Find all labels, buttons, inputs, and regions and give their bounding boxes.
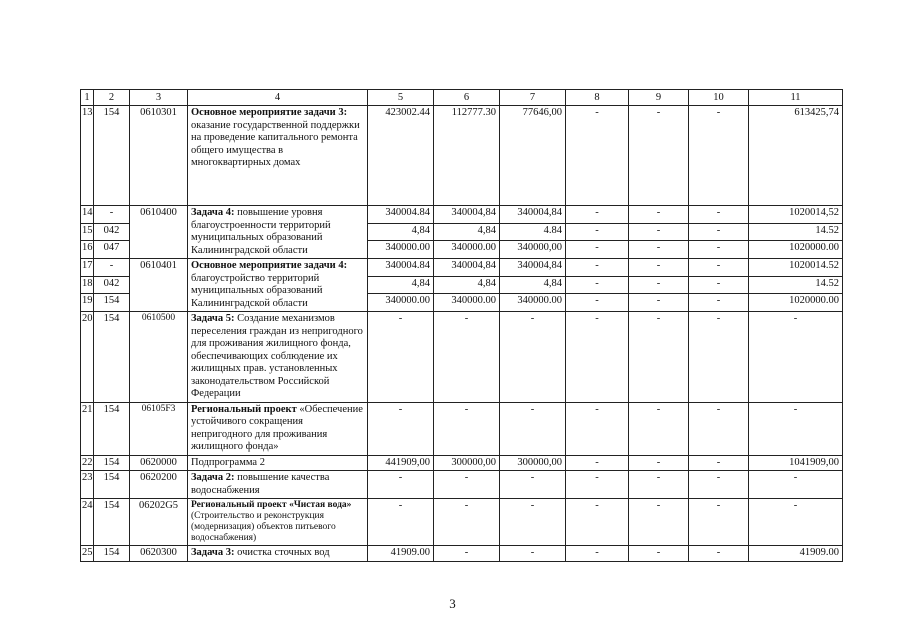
description-cell (188, 402, 368, 455)
value-cell: - (689, 546, 749, 562)
description-text: Подпрограмма 2 (191, 456, 265, 468)
value-cell: - (689, 312, 749, 403)
value-cell: - (629, 402, 689, 455)
code-cell: 154 (94, 499, 130, 546)
value-cell: 4,84 (434, 276, 500, 294)
value-cell: - (434, 402, 500, 455)
value-cell: 441909,00 (368, 455, 434, 471)
value-cell: - (500, 471, 566, 499)
code-cell: 154 (94, 546, 130, 562)
value-cell: - (368, 471, 434, 499)
row-number: 19 (81, 294, 94, 312)
table-row (81, 546, 843, 562)
row-number: 23 (81, 471, 94, 499)
code-cell: 0620200 (130, 471, 188, 499)
value-cell: - (368, 499, 434, 546)
table-row (81, 106, 843, 206)
col-header: 11 (749, 90, 843, 106)
budget-table (80, 89, 843, 562)
value-cell: - (629, 206, 689, 224)
col-header: 2 (94, 90, 130, 106)
value-cell: - (566, 455, 629, 471)
value-cell: 4,84 (500, 276, 566, 294)
description-bold: Основное мероприятие задачи 4: (191, 260, 348, 271)
value-cell: - (629, 499, 689, 546)
total-cell: 14.52 (749, 223, 843, 241)
total-cell: 41909.00 (749, 546, 843, 562)
value-cell: - (629, 276, 689, 294)
col-header: 5 (368, 90, 434, 106)
code-cell: 154 (94, 106, 130, 206)
value-cell: - (689, 294, 749, 312)
table-row (81, 455, 843, 471)
value-cell: - (629, 455, 689, 471)
value-cell: - (629, 294, 689, 312)
value-cell: 4,84 (368, 276, 434, 294)
value-cell: - (566, 276, 629, 294)
value-cell: - (368, 402, 434, 455)
code-cell: 0620000 (130, 455, 188, 471)
value-cell: - (689, 499, 749, 546)
code-cell: 154 (94, 471, 130, 499)
value-cell: - (689, 206, 749, 224)
value-cell: 77646,00 (500, 106, 566, 206)
row-number: 13 (81, 106, 94, 206)
value-cell: - (566, 106, 629, 206)
value-cell: - (434, 471, 500, 499)
value-cell: - (689, 276, 749, 294)
description-bold: Задача 4: (191, 207, 235, 218)
col-header: 1 (81, 90, 94, 106)
col-header: 6 (434, 90, 500, 106)
value-cell: 340000.00 (368, 294, 434, 312)
description-cell (188, 471, 368, 499)
row-number: 16 (81, 241, 94, 259)
total-cell: - (749, 471, 843, 499)
value-cell: 340000.00 (434, 241, 500, 259)
value-cell: - (689, 241, 749, 259)
table-row (81, 206, 843, 224)
total-cell: 1020014.52 (749, 259, 843, 277)
total-cell: - (749, 312, 843, 403)
value-cell: - (629, 241, 689, 259)
description-text: оказание государственной поддержки на проведение капитального ремонта общего имущества в многоквартирных домах (191, 119, 360, 168)
row-number: 14 (81, 206, 94, 224)
value-cell: - (566, 546, 629, 562)
description-bold: Задача 5: (191, 313, 235, 324)
code-cell: - (94, 259, 130, 277)
row-number: 24 (81, 499, 94, 546)
description-text: Создание механизмов переселения граждан из непригодного для проживания жилищного фонда, обеспечивающих соблюдение их жилищных прав. установленных законодательством Российской Федерации (191, 313, 363, 399)
value-cell: - (629, 312, 689, 403)
description-text: очистка сточных вод (234, 547, 330, 558)
code-cell: 0610401 (130, 259, 188, 312)
description-cell (188, 106, 368, 206)
value-cell: 340004,84 (434, 259, 500, 277)
value-cell: 41909.00 (368, 546, 434, 562)
value-cell: - (689, 471, 749, 499)
value-cell: - (566, 312, 629, 403)
table-row (81, 499, 843, 546)
code-cell: 0610500 (130, 312, 188, 403)
col-header: 10 (689, 90, 749, 106)
row-number: 25 (81, 546, 94, 562)
value-cell: 340004.84 (368, 259, 434, 277)
table-row (81, 259, 843, 277)
value-cell: - (689, 223, 749, 241)
total-cell: 1020000.00 (749, 294, 843, 312)
description-text: (Строительство и реконструкция (модернизация) объектов питьевого водоснабжения) (191, 511, 336, 543)
code-cell: 042 (94, 223, 130, 241)
total-cell: 14.52 (749, 276, 843, 294)
value-cell: - (500, 402, 566, 455)
description-cell (188, 499, 368, 546)
value-cell: - (566, 499, 629, 546)
code-cell: 06105F3 (130, 402, 188, 455)
description-bold: Задача 3: (191, 547, 235, 558)
code-cell: 0620300 (130, 546, 188, 562)
row-number: 21 (81, 402, 94, 455)
header-row (81, 90, 843, 106)
row-number: 18 (81, 276, 94, 294)
description-cell (188, 455, 368, 471)
value-cell: 340000.00 (434, 294, 500, 312)
value-cell: - (629, 471, 689, 499)
value-cell: 340000.00 (368, 241, 434, 259)
code-cell: 042 (94, 276, 130, 294)
value-cell: - (566, 294, 629, 312)
value-cell: 423002.44 (368, 106, 434, 206)
col-header: 4 (188, 90, 368, 106)
value-cell: - (566, 223, 629, 241)
code-cell: 0610301 (130, 106, 188, 206)
value-cell: - (566, 241, 629, 259)
value-cell: - (689, 106, 749, 206)
table-row (81, 471, 843, 499)
code-cell: 0610400 (130, 206, 188, 259)
value-cell: 340000,00 (500, 241, 566, 259)
value-cell: - (368, 312, 434, 403)
value-cell: 340004,84 (434, 206, 500, 224)
value-cell: - (689, 402, 749, 455)
code-cell: 154 (94, 294, 130, 312)
description-bold: Основное мероприятие задачи 3: (191, 107, 348, 118)
value-cell: - (434, 546, 500, 562)
description-text: «Обеспечение устойчивого сокращения непригодного для проживания жилищного фонда» (191, 403, 363, 452)
total-cell: 1041909,00 (749, 455, 843, 471)
value-cell: - (434, 499, 500, 546)
code-cell: 06202G5 (130, 499, 188, 546)
description-text: повышение уровня благоустроенности территорий муниципальных образований Калининградской области (191, 207, 331, 256)
value-cell: 340000.00 (500, 294, 566, 312)
description-bold: Региональный проект «Чистая вода» (191, 500, 352, 510)
value-cell: 340004,84 (500, 259, 566, 277)
value-cell: - (500, 546, 566, 562)
code-cell: 154 (94, 455, 130, 471)
value-cell: 4,84 (434, 223, 500, 241)
value-cell: 4.84 (500, 223, 566, 241)
value-cell: - (566, 259, 629, 277)
total-cell: - (749, 499, 843, 546)
row-number: 15 (81, 223, 94, 241)
value-cell: - (434, 312, 500, 403)
value-cell: - (629, 223, 689, 241)
value-cell: - (566, 402, 629, 455)
value-cell: - (566, 206, 629, 224)
description-cell (188, 206, 368, 259)
total-cell: - (749, 402, 843, 455)
value-cell: - (500, 499, 566, 546)
value-cell: - (566, 471, 629, 499)
code-cell: 047 (94, 241, 130, 259)
total-cell: 613425,74 (749, 106, 843, 206)
value-cell: 4,84 (368, 223, 434, 241)
col-header: 8 (566, 90, 629, 106)
col-header: 3 (130, 90, 188, 106)
total-cell: 1020000.00 (749, 241, 843, 259)
row-number: 22 (81, 455, 94, 471)
description-text: повышение качества водоснабжения (191, 472, 330, 496)
description-cell (188, 312, 368, 403)
description-bold: Задача 2: (191, 472, 235, 483)
value-cell: - (629, 106, 689, 206)
value-cell: 300000,00 (434, 455, 500, 471)
description-cell (188, 259, 368, 312)
value-cell: - (689, 455, 749, 471)
row-number: 17 (81, 259, 94, 277)
page-number: 3 (449, 596, 456, 611)
row-number: 20 (81, 312, 94, 403)
value-cell: - (500, 312, 566, 403)
value-cell: 340004.84 (368, 206, 434, 224)
value-cell: 112777.30 (434, 106, 500, 206)
value-cell: 300000,00 (500, 455, 566, 471)
description-cell (188, 546, 368, 562)
table-row (81, 402, 843, 455)
value-cell: 340004,84 (500, 206, 566, 224)
col-header: 7 (500, 90, 566, 106)
code-cell: 154 (94, 402, 130, 455)
table-row (81, 312, 843, 403)
col-header: 9 (629, 90, 689, 106)
value-cell: - (629, 546, 689, 562)
description-bold: Региональный проект (191, 403, 297, 415)
value-cell: - (629, 259, 689, 277)
code-cell: - (94, 206, 130, 224)
total-cell: 1020014,52 (749, 206, 843, 224)
description-text: благоустройство территорий муниципальных образований Калининградской области (191, 272, 323, 309)
value-cell: - (689, 259, 749, 277)
code-cell: 154 (94, 312, 130, 403)
